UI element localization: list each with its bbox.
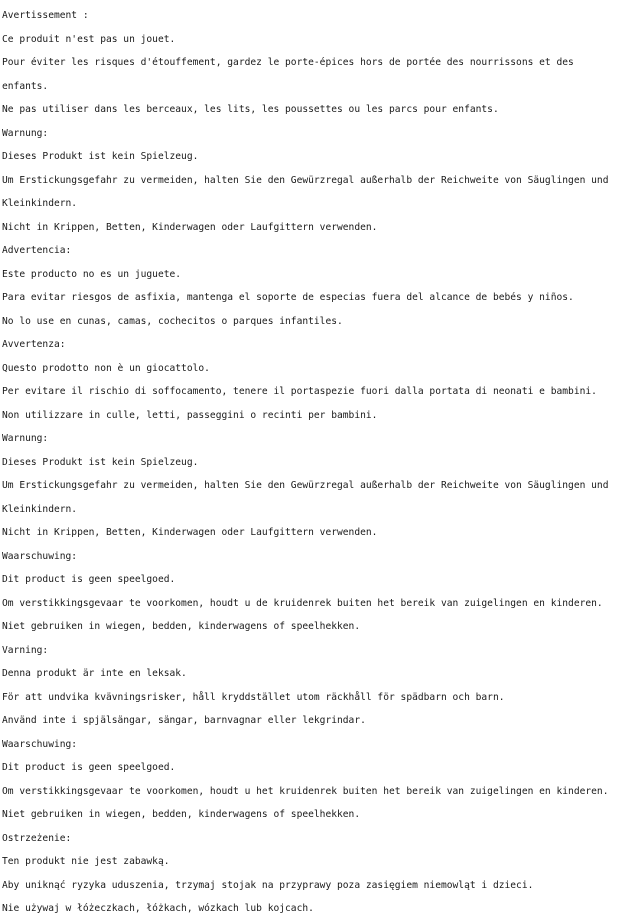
text-line: Kleinkindern. — [2, 503, 78, 515]
text-line: Waarschuwing: — [2, 550, 78, 562]
text-line: Non utilizzare in culle, letti, passeggini o recinti per bambini. — [2, 409, 378, 421]
text-line: No lo use en cunas, camas, cochecitos o parques infantiles. — [2, 315, 343, 327]
text-line: Denna produkt är inte en leksak. — [2, 668, 187, 679]
text-line: Dieses Produkt ist kein Spielzeug. — [2, 151, 199, 162]
text-line: Varning: — [2, 644, 49, 656]
text-line: Avertissement : — [2, 10, 89, 21]
text-line: Questo prodotto non è un giocattolo. — [2, 362, 210, 374]
text-line: Warnung: — [2, 433, 49, 444]
text-line: Niet gebruiken in wiegen, bedden, kinderwagens of speelhekken. — [2, 809, 361, 820]
text-line: Dit product is geen speelgoed. — [2, 762, 176, 773]
text-line: Nicht in Krippen, Betten, Kinderwagen oder Laufgittern verwenden. — [2, 221, 378, 233]
text-line: Waarschuwing: — [2, 738, 78, 750]
text-line: Om verstikkingsgevaar te voorkomen, houdt u de kruidenrek buiten het bereik van zuigelingen en kinderen. — [2, 597, 603, 609]
text-line: Om verstikkingsgevaar te voorkomen, houdt u het kruidenrek buiten het bereik van zuigelingen en kinderen. — [2, 785, 609, 797]
text-line: Använd inte i spjälsängar, sängar, barnvagnar eller lekgrindar. — [2, 715, 366, 726]
text-line: Pour éviter les risques d'étouffement, gardez le porte-épices hors de portée des nourrissons et des enfants. — [2, 57, 580, 92]
text-line: Nie używaj w łóżeczkach, łóżkach, wózkach lub kojcach. — [2, 903, 314, 914]
text-line: För att undvika kvävningsrisker, håll kryddstället utom räckhåll för spädbarn och barn. — [2, 691, 505, 703]
text-line: Per evitare il rischio di soffocamento, tenere il portaspezie fuori dalla portata di neonati e bambini. — [2, 386, 597, 397]
text-line: Ce produit n'est pas un jouet. — [2, 33, 176, 45]
text-line: Kleinkindern. — [2, 198, 78, 209]
text-line: Nicht in Krippen, Betten, Kinderwagen oder Laufgittern verwenden. — [2, 527, 378, 538]
text-line: Dit product is geen speelgoed. — [2, 574, 176, 585]
text-line: Avvertenza: — [2, 339, 66, 350]
text-line: Niet gebruiken in wiegen, bedden, kinderwagens of speelhekken. — [2, 621, 361, 632]
text-line: Advertencia: — [2, 245, 72, 256]
text-line: Um Erstickungsgefahr zu vermeiden, halten Sie den Gewürzregal außerhalb der Reichweite von Säuglingen und — [2, 480, 609, 491]
text-line: Este producto no es un juguete. — [2, 268, 182, 280]
text-line: Dieses Produkt ist kein Spielzeug. — [2, 456, 199, 468]
text-line: Um Erstickungsgefahr zu vermeiden, halten Sie den Gewürzregal außerhalb der Reichweite von Säuglingen und — [2, 174, 609, 186]
text-line: Para evitar riesgos de asfixia, mantenga el soporte de especias fuera del alcance de bebés y niños. — [2, 292, 574, 303]
text-line: Ten produkt nie jest zabawką. — [2, 856, 170, 867]
text-line: Warnung: — [2, 127, 49, 139]
text-line: Aby uniknąć ryzyka uduszenia, trzymaj stojak na przyprawy poza zasięgiem niemowląt i dzieci. — [2, 879, 534, 891]
text-line: Ostrzeżenie: — [2, 832, 72, 844]
text-line: Ne pas utiliser dans les berceaux, les lits, les poussettes ou les parcs pour enfants. — [2, 104, 499, 115]
